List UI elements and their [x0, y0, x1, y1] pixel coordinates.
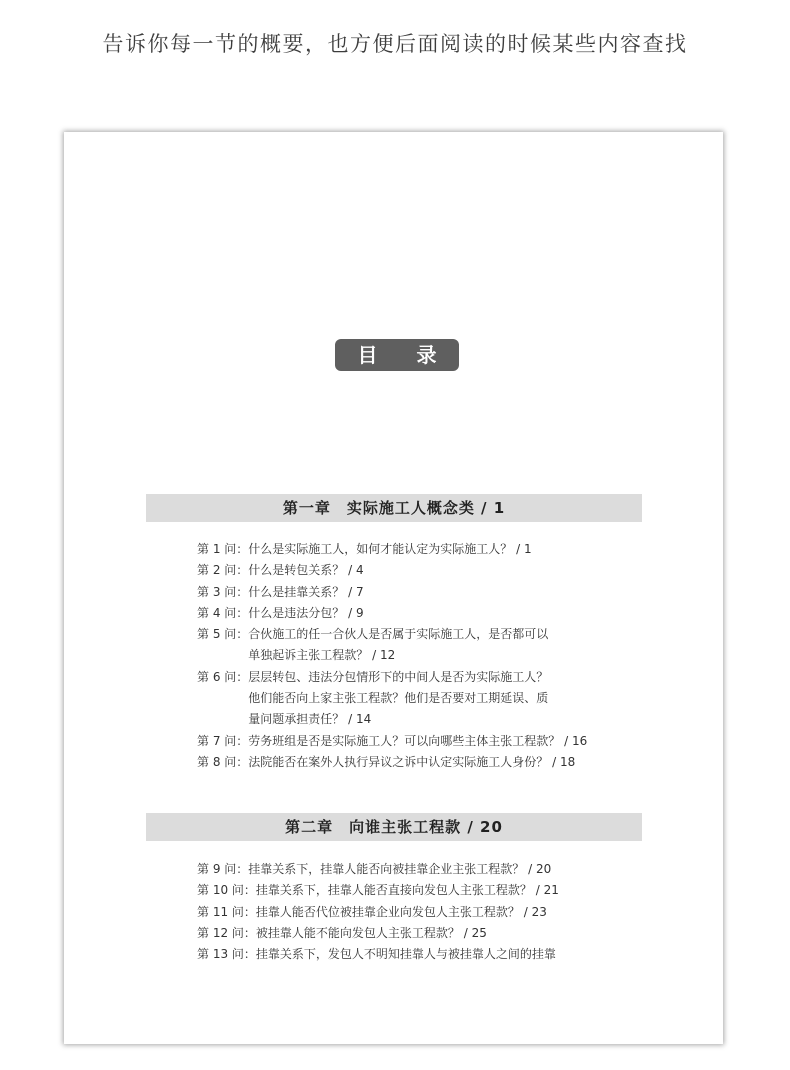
toc-entry [197, 752, 587, 773]
toc-entry [197, 944, 559, 965]
toc-entry [197, 667, 587, 731]
toc-entry [197, 624, 587, 667]
toc-entry [197, 582, 587, 603]
toc-entry-text: 什么是违法分包？ / 9 [248, 605, 364, 620]
toc-entry [197, 923, 559, 944]
page-caption: 告诉你每一节的概要，也方便后面阅读的时候某些内容查找 [102, 32, 688, 56]
toc-entry-text: 什么是挂靠关系？ / 7 [248, 584, 364, 599]
toc-entry-number: 第 5 问： [197, 627, 249, 642]
toc-entry-number: 第 8 问： [197, 754, 249, 769]
toc-entry-text: 什么是转包关系？ / 4 [248, 563, 364, 578]
toc-entry-number: 第 13 问： [197, 947, 256, 962]
toc-entry-text: 挂靠关系下，发包人不明知挂靠人与被挂靠人之间的挂靠 [255, 947, 556, 962]
toc-entry-number: 第 10 问： [197, 883, 256, 898]
toc-entry-number: 第 11 问： [197, 904, 256, 919]
toc-entry-number: 第 9 问： [197, 862, 249, 876]
toc-title-badge: 目 录 [335, 339, 459, 371]
toc-entry [197, 560, 587, 581]
toc-entry-text: 被挂靠人能不能向发包人主张工程款？ / 25 [255, 925, 487, 940]
chapter-2-entries [197, 859, 559, 965]
toc-entry-number: 第 3 问： [197, 584, 249, 599]
toc-entry-number: 第 2 问： [197, 563, 249, 578]
toc-entry [197, 902, 559, 923]
toc-entry-number: 第 7 问： [197, 733, 249, 748]
toc-entry-number: 第 12 问： [197, 925, 256, 940]
chapter-1-entries [197, 539, 587, 773]
toc-entry-text: 劳务班组是否是实际施工人？可以向哪些主体主张工程款？ / 16 [248, 733, 588, 748]
chapter-heading-2: 第二章 向谁主张工程款 / 20 [146, 813, 642, 841]
toc-entry [197, 731, 587, 752]
chapter-heading-1: 第一章 实际施工人概念类 / 1 [146, 494, 642, 522]
toc-entry [197, 539, 587, 560]
toc-entry-text: 挂靠人能否代位被挂靠企业向发包人主张工程款？ / 23 [255, 904, 547, 919]
toc-entry [197, 603, 587, 624]
toc-entry-continuation: 单独起诉主张工程款？ / 12 [248, 648, 396, 663]
toc-entry-text: 挂靠关系下，挂靠人能否直接向发包人主张工程款？ / 21 [255, 883, 559, 898]
toc-entry [197, 880, 559, 901]
toc-entry-number: 第 4 问： [197, 605, 249, 620]
toc-entry-number: 第 1 问： [197, 542, 249, 556]
toc-entry-continuation: 他们能否向上家主张工程款？他们是否要对工期延误、质 [248, 691, 549, 706]
toc-entry-text: 合伙施工的任一合伙人是否属于实际施工人，是否都可以 [248, 627, 549, 642]
toc-entry [197, 859, 559, 880]
toc-entry-number: 第 6 问： [197, 669, 249, 684]
toc-entry-text: 什么是实际施工人，如何才能认定为实际施工人？ / 1 [248, 542, 532, 556]
toc-entry-text: 层层转包、违法分包情形下的中间人是否为实际施工人？ [248, 669, 549, 684]
toc-entry-continuation: 量问题承担责任？ / 14 [248, 712, 372, 727]
toc-entry-text: 法院能否在案外人执行异议之诉中认定实际施工人身份？ / 18 [248, 754, 576, 769]
toc-entry-text: 挂靠关系下，挂靠人能否向被挂靠企业主张工程款？ / 20 [248, 862, 552, 876]
document-page [64, 132, 723, 1044]
